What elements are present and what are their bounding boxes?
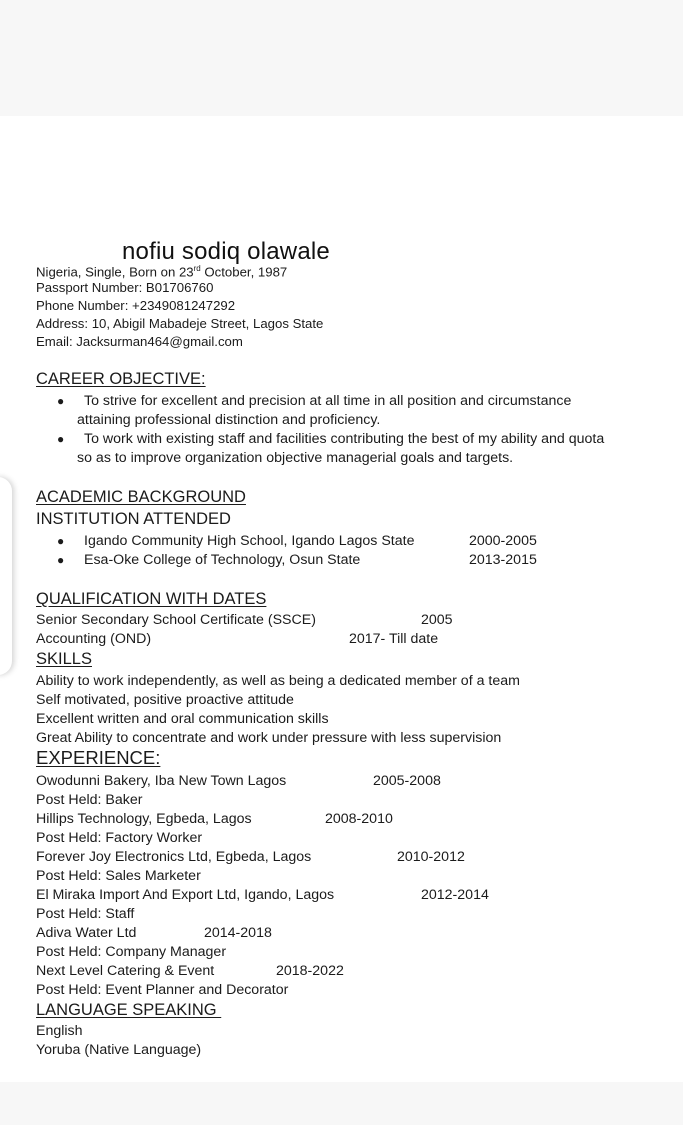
experience-years: 2010-2012 (397, 849, 465, 865)
career-objective-item: To work with existing staff and facilities contributing the best of my ability and quota (84, 431, 605, 447)
qualification-date: 2017- Till date (349, 631, 439, 647)
experience-post: Post Held: Factory Worker (36, 830, 203, 846)
qualification-date: 2005 (421, 612, 453, 628)
page-edge-handle[interactable] (0, 477, 12, 675)
experience-company: Forever Joy Electronics Ltd, Egbeda, Lagos (36, 849, 312, 865)
experience-post: Post Held: Event Planner and Decorator (36, 982, 289, 998)
institution-name: Esa-Oke College of Technology, Osun State (84, 552, 361, 568)
qualification-title: Senior Secondary School Certificate (SSCE) (36, 612, 316, 628)
experience-years: 2012-2014 (421, 887, 489, 903)
experience-company: Next Level Catering & Event (36, 963, 215, 979)
personal-info-line: Nigeria, Single, Born on 23rd October, 1987 (36, 264, 288, 280)
bullet-icon: ● (57, 553, 65, 567)
experience-years: 2014-2018 (204, 925, 272, 941)
applicant-name: nofiu sodiq olawale (122, 238, 330, 265)
language-item: Yoruba (Native Language) (36, 1042, 202, 1058)
academic-background-heading: ACADEMIC BACKGROUND (36, 488, 246, 506)
experience-company: Adiva Water Ltd (36, 925, 137, 941)
phone-number: Phone Number: +2349081247292 (36, 298, 236, 313)
experience-company: Hillips Technology, Egbeda, Lagos (36, 811, 252, 827)
skill-item: Self motivated, positive proactive attitude (36, 692, 294, 708)
qualification-title: Accounting (OND) (36, 631, 152, 647)
experience-years: 2008-2010 (325, 811, 393, 827)
experience-post: Post Held: Baker (36, 792, 143, 808)
skill-item: Excellent written and oral communication skills (36, 711, 329, 727)
experience-company: El Miraka Import And Export Ltd, Igando, Lagos (36, 887, 335, 903)
address: Address: 10, Abigil Mabadeje Street, Lagos State (36, 316, 324, 331)
experience-post: Post Held: Company Manager (36, 944, 227, 960)
bullet-icon: ● (57, 432, 65, 446)
career-objective-heading: CAREER OBJECTIVE: (36, 370, 206, 388)
experience-heading: EXPERIENCE: (36, 747, 161, 768)
language-heading: LANGUAGE SPEAKING (36, 1001, 222, 1019)
institution-years: 2013-2015 (469, 552, 537, 568)
experience-post: Post Held: Staff (36, 906, 135, 922)
institution-attended-heading: INSTITUTION ATTENDED (36, 510, 231, 528)
institution-years: 2000-2005 (469, 533, 537, 549)
bullet-icon: ● (57, 534, 65, 548)
career-objective-item-cont: so as to improve organization objective managerial goals and targets. (77, 450, 514, 466)
career-objective-item: To strive for excellent and precision at all time in all position and circumstance (84, 393, 572, 409)
skill-item: Great Ability to concentrate and work under pressure with less supervision (36, 730, 502, 746)
qualification-heading: QUALIFICATION WITH DATES (36, 590, 267, 608)
experience-years: 2005-2008 (373, 773, 441, 789)
skills-heading: SKILLS (36, 650, 92, 668)
passport-number: Passport Number: B01706760 (36, 280, 214, 295)
experience-company: Owodunni Bakery, Iba New Town Lagos (36, 773, 287, 789)
resume-page (0, 116, 683, 1082)
institution-name: Igando Community High School, Igando Lagos State (84, 533, 415, 549)
bullet-icon: ● (57, 394, 65, 408)
experience-years: 2018-2022 (276, 963, 344, 979)
experience-post: Post Held: Sales Marketer (36, 868, 201, 884)
career-objective-item-cont: attaining professional distinction and proficiency. (77, 412, 381, 428)
language-item: English (36, 1023, 83, 1039)
email: Email: Jacksurman464@gmail.com (36, 334, 243, 349)
skill-item: Ability to work independently, as well as being a dedicated member of a team (36, 673, 520, 689)
